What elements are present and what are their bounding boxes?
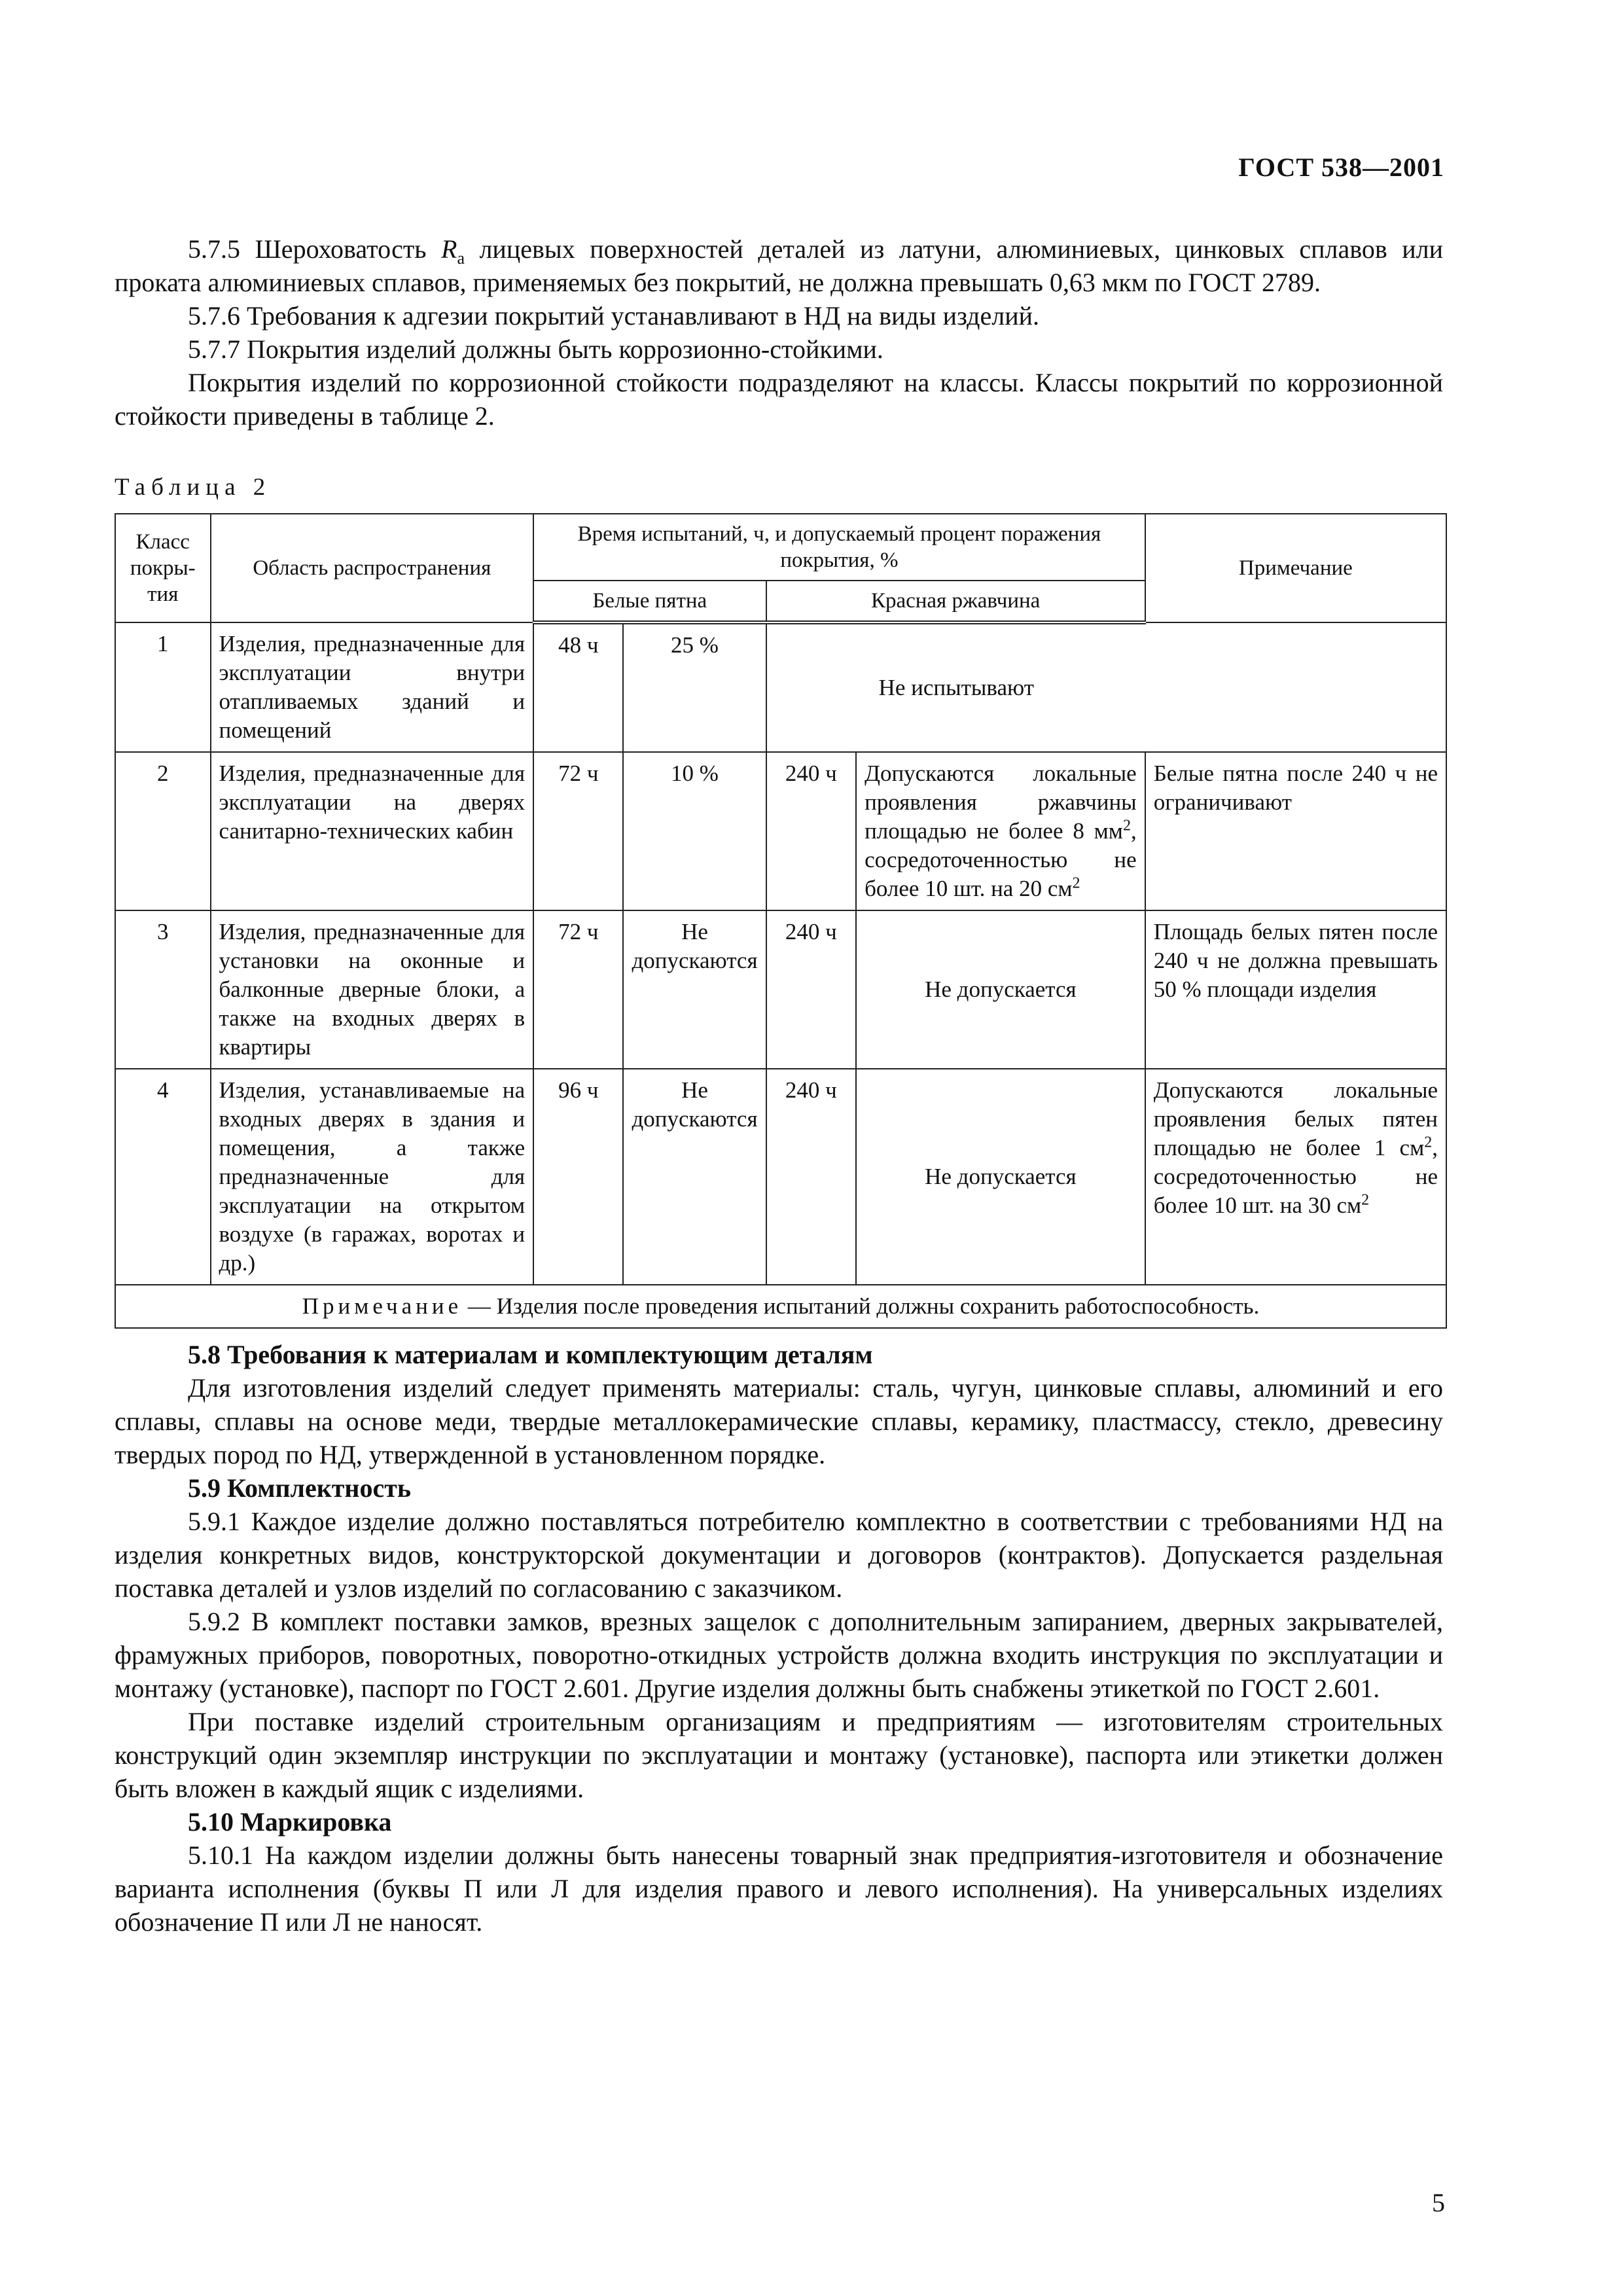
cell-class: 1 (115, 622, 211, 752)
paragraph-5-7-5: 5.7.5 Шероховатость $R_a$ лицевых поверхностей деталей из латуни, алюминиевых, цинковых сплавов или проката алюминиевых сплавов, применяемых без покрытий, не должна превышать 0,63 мкм по ГОСТ 2789. (115, 234, 1443, 297)
table-footnote (115, 1285, 1446, 1328)
table-row (115, 622, 1446, 752)
cell-class: 4 (115, 1069, 211, 1285)
cell-white-time: 72 ч (533, 752, 623, 910)
cell-white-percent: Не допускаются (623, 1069, 766, 1285)
paragraph-5-9-2: 5.9.2 В комплект поставки замков, врезных защелок с дополнительным запиранием, дверных закрывателей, фрамужных приборов, поворотных, поворотно-откидных устройств должна входить инструкция по эксплуатации и монтажу (установке), паспорт по ГОСТ 2.601. Другие изделия должны быть снабжены этикеткой по ГОСТ 2.601. (115, 1607, 1443, 1703)
cell-area: Изделия, предназначенные для эксплуатации на дверях санитарно-технических кабин (211, 752, 534, 910)
table-footnote-row (115, 1285, 1446, 1328)
section-5-8-title: 5.8 Требования к материалам и комплектующим деталям (188, 1340, 873, 1369)
cell-red-description: Не допускается (856, 910, 1145, 1069)
page-body (115, 232, 1443, 1939)
cell-white-percent: 10 % (623, 752, 766, 910)
cell-red-time: 240 ч (766, 752, 857, 910)
paragraph-5-7-6: 5.7.6 Требования к адгезии покрытий устанавливают в НД на виды изделий. (188, 301, 1040, 331)
footnote-label: Примечание (302, 1293, 463, 1319)
cell-area: Изделия, устанавливаемые на входных дверях в здания и помещения, а также предназначенные для эксплуатации на открытом воздухе (в гаражах, воротах и др.) (211, 1069, 534, 1285)
cell-class: 3 (115, 910, 211, 1069)
header-class: Класс покры-тия (115, 514, 211, 622)
header-note: Примечание (1145, 514, 1446, 622)
table-row (115, 752, 1446, 910)
paragraph-5-9-1: 5.9.1 Каждое изделие должно поставляться потребителю комплектно в соответствии с требованиями НД на изделия конкретных видов, конструкторской документации и договоров (контрактов). Допускается раздельная поставка деталей и узлов изделий по согласованию с заказчиком. (115, 1507, 1443, 1603)
cell-note: Площадь белых пятен после 240 ч не должна превышать 50 % площади изделия (1145, 910, 1446, 1069)
page-number: 5 (1432, 2188, 1445, 2217)
cell-white-time: 96 ч (533, 1069, 623, 1285)
paragraph-5-9-2-delivery: При поставке изделий строительным организациям и предприятиям — изготовителям строительных конструкций один экземпляр инструкции по эксплуатации и монтажу (установке), паспорта или этикетки должен быть вложен в каждый ящик с изделиями. (115, 1707, 1443, 1803)
section-5-8-text: Для изготовления изделий следует применять материалы: сталь, чугун, цинковые сплавы, алюминий и его сплавы, сплавы на основе меди, твердые металлокерамические сплавы, керамику, пластмассу, стекло, древесину твердых пород по НД, утвержденной в установленном порядке. (115, 1373, 1443, 1469)
section-5-9-title: 5.9 Комплектность (188, 1473, 412, 1503)
paragraph-5-7-7-classes: Покрытия изделий по коррозионной стойкости подразделяют на классы. Классы покрытий по коррозионной стойкости приведены в таблице 2. (115, 368, 1443, 431)
document-header: ГОСТ 538—2001 (1238, 152, 1444, 182)
cell-area: Изделия, предназначенные для эксплуатации внутри отапливаемых зданий и помещений (211, 622, 534, 752)
cell-note: Допускаются локальные проявления белых пятен площадью не более 1 $см^2$, сосредоточенностью не более 10 шт. на 30 $см^2$ (1145, 1069, 1446, 1285)
header-red-rust: Красная ржавчина (766, 581, 1145, 622)
cell-red-description: Допускаются локальные проявления ржавчины площадью не более 8 $мм^2$, сосредоточенностью не более 10 шт. на 20 $см^2$ (856, 752, 1145, 910)
table-row (115, 910, 1446, 1069)
cell-white-time: 48 ч (533, 622, 623, 752)
table-row (115, 1069, 1446, 1285)
cell-red-rust-merged: Не испытывают (766, 622, 1446, 752)
paragraph-5-7-7: 5.7.7 Покрытия изделий должны быть коррозионно-стойкими. (188, 334, 883, 364)
cell-red-time: 240 ч (766, 1069, 857, 1285)
section-5-10-title: 5.10 Маркировка (188, 1807, 392, 1837)
cell-red-time: 240 ч (766, 910, 857, 1069)
cell-white-time: 72 ч (533, 910, 623, 1069)
cell-note: Белые пятна после 240 ч не ограничивают (1145, 752, 1446, 910)
cell-white-percent: 25 % (623, 622, 766, 752)
header-area: Область распространения (211, 514, 534, 622)
cell-area: Изделия, предназначенные для установки на оконные и балконные дверные блоки, а также на входных дверях в квартиры (211, 910, 534, 1069)
cell-white-percent: Не допускаются (623, 910, 766, 1069)
coating-class-table (115, 513, 1447, 1329)
header-white-spots: Белые пятна (533, 581, 766, 622)
cell-red-description: Не допускается (856, 1069, 1145, 1285)
table-caption: Таблица 2 (115, 474, 272, 501)
header-time-group: Время испытаний, ч, и допускаемый процент поражения покрытия, % (533, 514, 1145, 581)
footnote-text: — Изделия после проведения испытаний должны сохранить работоспособность. (462, 1293, 1260, 1319)
paragraph-5-10-1: 5.10.1 На каждом изделии должны быть нанесены товарный знак предприятия-изготовителя и обозначение варианта исполнения (буквы П или Л для изделия правого и левого исполнения). На универсальных изделиях обозначение П или Л не наносят. (115, 1840, 1443, 1937)
cell-class: 2 (115, 752, 211, 910)
